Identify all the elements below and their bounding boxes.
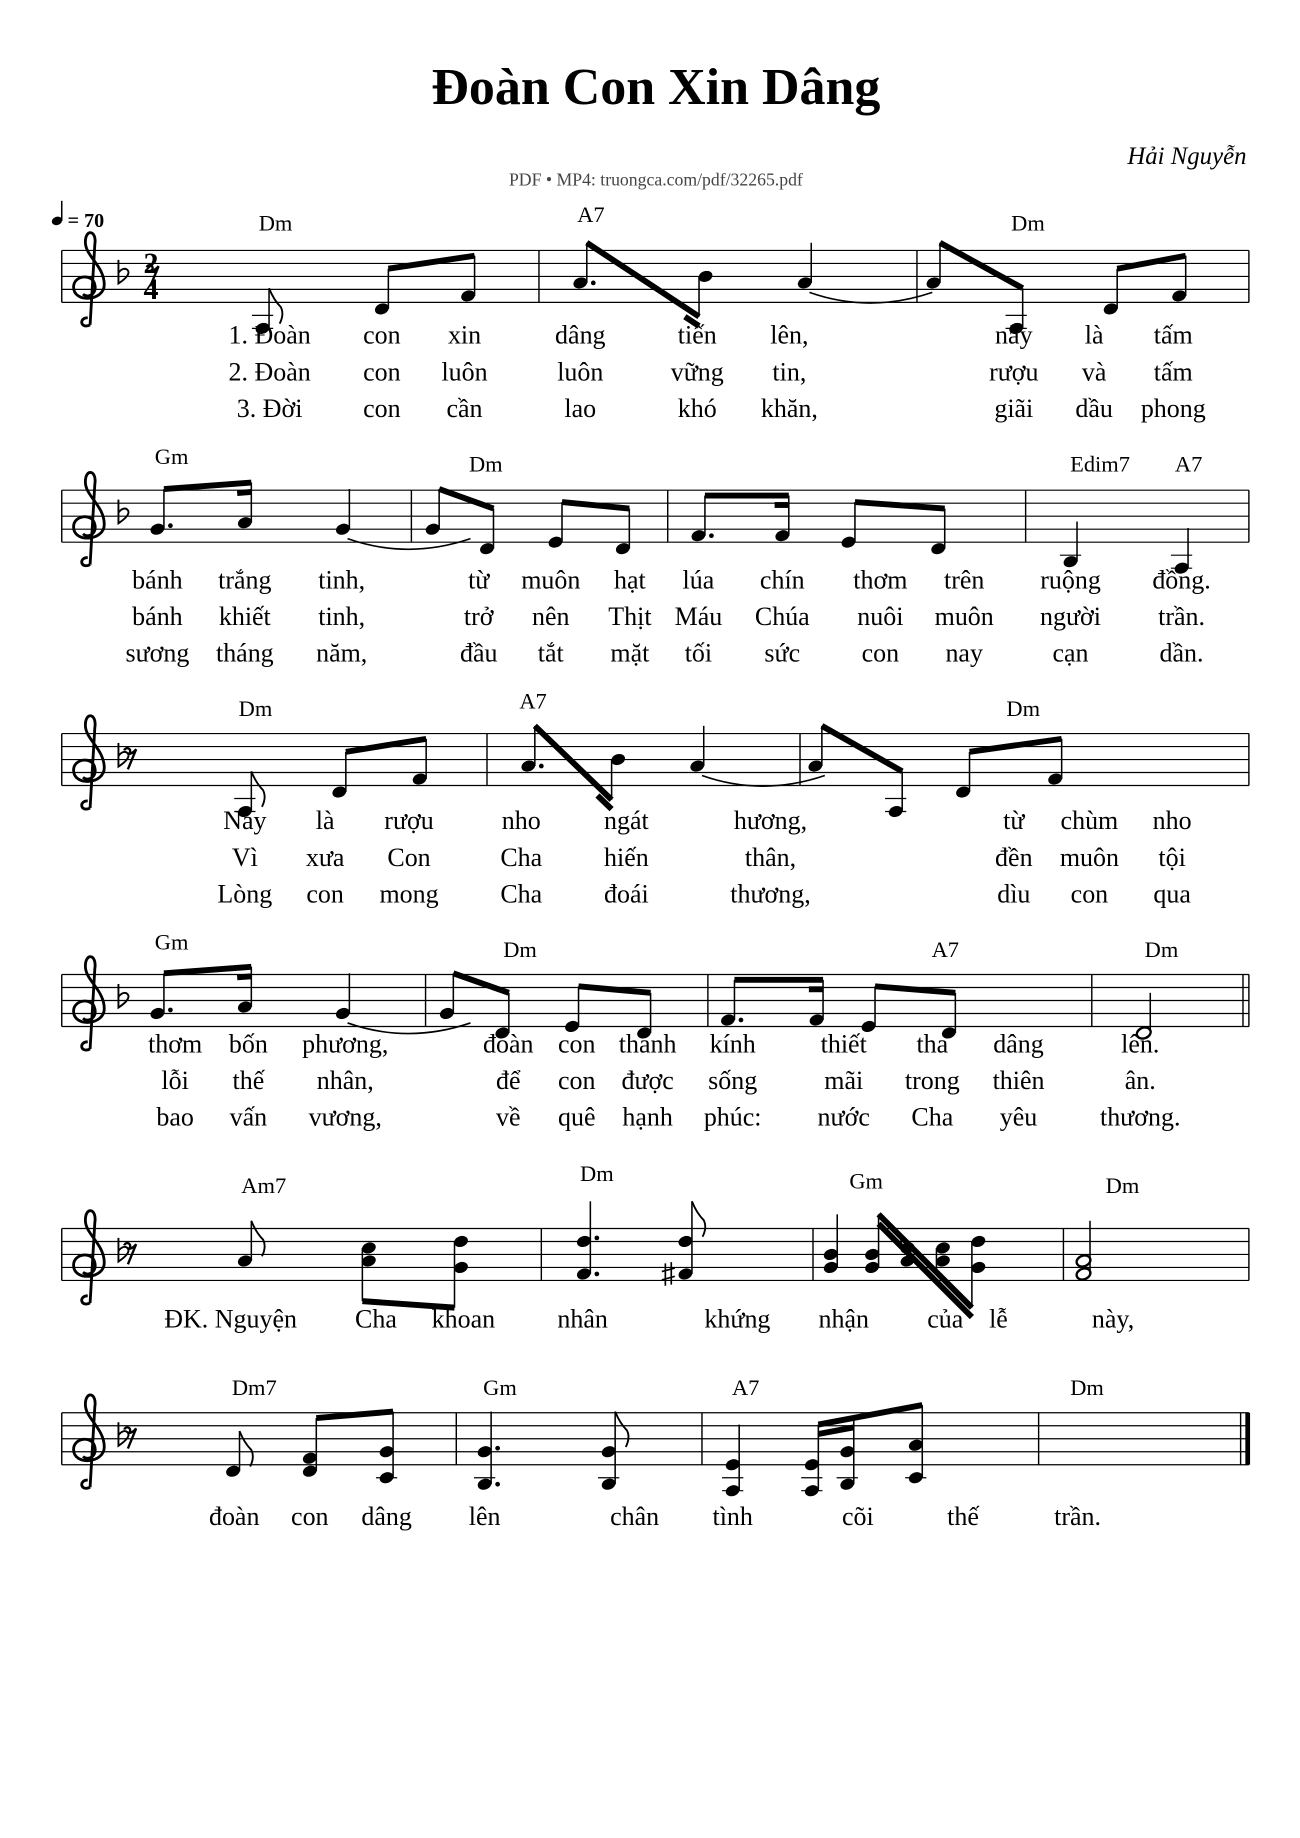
lyric-syllable: nhân, (316, 1066, 374, 1096)
treble-clef-icon (74, 1395, 105, 1488)
lyric-syllable: tinh, (318, 565, 366, 595)
song-title: Đoàn Con Xin Dâng (431, 58, 881, 116)
note-flag (251, 771, 264, 806)
lyric-syllable: phúc: (703, 1102, 762, 1132)
lyric-syllable: dâng (993, 1029, 1044, 1059)
lyric-syllable: qua (1153, 879, 1191, 909)
lyric-syllable: tháng (215, 638, 274, 668)
augmentation-dot (594, 1236, 599, 1241)
chord-symbol: Edim7 (1070, 451, 1130, 477)
lyric-syllable: Cha (500, 842, 543, 872)
lyric-syllable: phong (1140, 393, 1206, 423)
lyric-syllable: nhân (557, 1304, 608, 1334)
lyric-syllable: nên (532, 601, 570, 631)
lyric-syllable: Vì (231, 842, 258, 872)
tie (702, 775, 825, 786)
lyric-syllable: con (861, 638, 900, 668)
beam (879, 1224, 972, 1317)
staff-system (62, 689, 1249, 909)
lyric-syllable: trắng (218, 565, 272, 595)
chord-symbol: Dm (1011, 210, 1045, 236)
staff-system (62, 1161, 1249, 1333)
lyric-syllable: trên (944, 565, 985, 595)
lyric-syllable: kính (709, 1029, 756, 1059)
lyric-syllable: bao (156, 1102, 194, 1132)
lyric-syllable: lễ (989, 1304, 1008, 1334)
chord-symbol: Dm (238, 695, 273, 721)
lyric-syllable: Này (223, 806, 267, 836)
lyric-syllable: từ (468, 565, 490, 595)
beam (164, 483, 251, 489)
lyric-syllable: thơm (148, 1029, 203, 1059)
lyric-syllable: lên, (770, 320, 809, 350)
lyric-syllable: hạnh (622, 1102, 673, 1132)
lyric-syllable: Lòng (217, 879, 273, 909)
lyric-syllable: người (1040, 601, 1102, 631)
lyric-syllable: lên. (1121, 1029, 1160, 1059)
lyric-syllable: phương, (302, 1029, 389, 1059)
beam (822, 726, 902, 771)
lyric-syllable: thương, (730, 879, 811, 909)
chord-symbol: A7 (519, 688, 547, 714)
lyric-syllable: này (995, 320, 1033, 350)
lyric-syllable: con (363, 393, 401, 423)
lyric-syllable: con (306, 879, 344, 909)
lyric-syllable: Máu (674, 601, 723, 631)
lyric-syllable: đoái (604, 879, 649, 909)
augmentation-dot (168, 1008, 173, 1013)
lyric-syllable: hạt (614, 565, 646, 595)
note-flag (692, 1201, 705, 1236)
lyric-syllable: 2. Đoàn (228, 357, 311, 387)
lyric-syllable: sương (125, 638, 190, 668)
chord-symbol: Gm (154, 444, 189, 470)
lyric-syllable: luôn (441, 357, 488, 387)
lyric-syllable: mãi (824, 1066, 864, 1096)
source-link[interactable]: PDF • MP4: truongca.com/pdf/32265.pdf (508, 169, 803, 190)
lyric-syllable: con (363, 320, 401, 350)
lyric-syllable: yêu (999, 1102, 1038, 1132)
lyric-syllable: bốn (228, 1029, 268, 1059)
lyric-syllable: hiến (604, 842, 649, 872)
chord-symbol: A7 (931, 936, 960, 962)
lyric-syllable: vấn (229, 1102, 268, 1132)
lyric-syllable: thơm (853, 565, 908, 595)
lyric-syllable: rượu (989, 357, 1039, 387)
lyric-syllable: tinh, (318, 601, 366, 631)
chord-symbol: Dm (1144, 936, 1179, 962)
beam (346, 739, 426, 752)
chord-symbol: Gm (483, 1375, 517, 1401)
note-flag (240, 1431, 253, 1466)
staff-system (62, 930, 1249, 1132)
chord-symbol: A7 (577, 202, 605, 228)
beam (970, 739, 1062, 752)
chord-symbol: A7 (1174, 451, 1203, 477)
lyric-syllable: thiết (820, 1029, 867, 1059)
lyric-syllable: thương. (1099, 1102, 1181, 1132)
lyric-syllable: muôn (934, 601, 994, 631)
lyric-syllable: xin (447, 320, 482, 350)
augmentation-dot (495, 1446, 500, 1451)
beam (940, 243, 1023, 288)
lyric-syllable: muôn (521, 565, 581, 595)
beam (1117, 256, 1186, 269)
chord-symbol: A7 (731, 1375, 760, 1401)
lyric-syllable: tiến (677, 320, 717, 350)
lyric-syllable: con (558, 1029, 596, 1059)
treble-clef-icon (74, 233, 105, 326)
lyric-syllable: bánh (132, 601, 183, 631)
lyric-syllable: trần. (1054, 1501, 1102, 1531)
note-flag (251, 1221, 264, 1256)
note-flag (269, 288, 282, 323)
lyric-syllable: đền (995, 842, 1033, 872)
lyric-syllable: lúa (682, 565, 715, 595)
beam (388, 256, 474, 269)
lyric-syllable: khó (677, 393, 717, 423)
augmentation-dot (594, 1272, 599, 1277)
lyric-syllable: tha (916, 1029, 949, 1059)
lyric-syllable: nay (945, 638, 983, 668)
time-signature-top: 2 (143, 247, 159, 280)
lyric-syllable: tấm (1153, 320, 1193, 350)
staff-system (62, 1375, 1250, 1531)
lyric-syllable: và (1081, 357, 1107, 387)
lyric-syllable: ruộng (1040, 565, 1101, 595)
lyric-syllable: đoàn (208, 1501, 260, 1531)
chord-symbol: Am7 (241, 1173, 287, 1199)
lyric-syllable: dâng (555, 320, 606, 350)
lyric-syllable: chín (759, 565, 805, 595)
lyric-syllable: đoàn (483, 1029, 534, 1059)
lyric-syllable: xưa (305, 842, 345, 872)
tie (348, 539, 471, 550)
beam (818, 1427, 853, 1434)
lyric-syllable: trong (904, 1066, 960, 1096)
beam (439, 489, 493, 508)
lyric-syllable: nước (817, 1102, 870, 1132)
lyric-syllable: lao (564, 393, 597, 423)
lyric-syllable: tấm (1153, 357, 1193, 387)
lyric-syllable: sống (708, 1066, 758, 1096)
lyric-syllable: chùm (1060, 806, 1119, 836)
lyric-syllable: thiên (992, 1066, 1045, 1096)
beam (535, 726, 612, 800)
chord-symbol: Dm (580, 1161, 614, 1187)
lyric-syllable: quê (558, 1102, 596, 1132)
chord-symbol: Dm (503, 936, 537, 962)
lyric-syllable: ngát (604, 806, 649, 836)
lyric-syllable: hương, (733, 806, 808, 836)
lyric-syllable: sức (764, 638, 801, 668)
lyric-syllable: bánh (132, 565, 183, 595)
lyric-syllable: trần. (1158, 601, 1205, 631)
augmentation-dot (709, 533, 714, 538)
lyric-syllable: từ (1003, 806, 1025, 836)
lyric-syllable: tối (684, 638, 713, 668)
augmentation-dot (168, 523, 173, 528)
beam (237, 492, 251, 493)
lyric-syllable: rượu (384, 806, 434, 836)
lyric-syllable: về (495, 1102, 521, 1132)
lyric-syllable: dìu (997, 879, 1031, 909)
lyric-syllable: dầu (1075, 393, 1113, 423)
lyric-syllable: Cha (355, 1304, 397, 1334)
lyric-syllable: mong (379, 879, 439, 909)
composer: Hải Nguyễn (1127, 143, 1247, 171)
lyric-syllable: là (1084, 320, 1104, 350)
lyric-syllable: đồng. (1152, 565, 1211, 595)
augmentation-dot (739, 1018, 744, 1023)
time-signature-bottom: 4 (143, 273, 159, 306)
beam (453, 973, 509, 992)
lyric-syllable: lên (468, 1501, 501, 1531)
beam (237, 976, 251, 977)
lyric-syllable: ĐK. Nguyện (164, 1304, 298, 1334)
chord-symbol: Dm (258, 210, 293, 236)
lyric-syllable: vững (670, 357, 724, 387)
chord-symbol: Gm (154, 929, 189, 955)
music-notation (62, 202, 1250, 1531)
lyric-syllable: cõi (842, 1501, 874, 1531)
staff-system (62, 202, 1249, 423)
note-flag (615, 1412, 628, 1447)
beam (164, 967, 251, 973)
sharp-icon (662, 1262, 675, 1286)
lyric-syllable: Con (387, 842, 431, 872)
lyric-syllable: Cha (500, 879, 543, 909)
chord-symbol: Dm (1105, 1173, 1140, 1199)
lyric-syllable: tình (712, 1501, 753, 1531)
lyric-syllable: này, (1091, 1304, 1135, 1334)
beam (587, 243, 699, 317)
lyric-syllable: khiết (218, 601, 271, 631)
lyric-syllable: mặt (610, 638, 650, 668)
treble-clef-icon (74, 957, 105, 1050)
lyric-syllable: 1. Đoàn (228, 320, 311, 350)
tie (809, 292, 932, 303)
lyric-syllable: con (291, 1501, 329, 1531)
lyric-syllable: được (621, 1066, 674, 1096)
lyric-syllable: nhận (818, 1304, 869, 1334)
chord-symbol: Dm7 (231, 1375, 277, 1401)
lyric-syllable: muôn (1059, 842, 1119, 872)
lyric-syllable: lỗi (161, 1066, 189, 1096)
chord-symbol: Dm (1070, 1375, 1104, 1401)
lyric-syllable: Cha (911, 1102, 954, 1132)
tempo-value: = 70 (67, 209, 105, 232)
treble-clef-icon (74, 472, 105, 565)
lyric-syllable: cần (446, 393, 483, 423)
treble-clef-icon (74, 716, 105, 809)
lyric-syllable: ân. (1124, 1066, 1156, 1096)
lyric-syllable: thành (618, 1029, 677, 1059)
beam (818, 1405, 922, 1424)
lyric-syllable: tội (1158, 842, 1186, 872)
lyric-syllable: con (363, 357, 401, 387)
lyric-syllable: vương, (308, 1102, 382, 1132)
lyric-syllable: luôn (557, 357, 604, 387)
staff-system (62, 444, 1249, 667)
lyric-syllable: nho (501, 806, 541, 836)
lyric-syllable: dần. (1159, 638, 1204, 668)
lyric-syllable: đầu (459, 638, 498, 668)
augmentation-dot (495, 1482, 500, 1487)
lyric-syllable: chân (610, 1501, 660, 1531)
lyric-syllable: thân, (744, 842, 797, 872)
lyric-syllable: giãi (994, 393, 1034, 423)
lyric-syllable: thế (947, 1501, 979, 1531)
lyric-syllable: Thịt (608, 601, 652, 631)
lyric-syllable: con (1070, 879, 1109, 909)
lyric-syllable: là (315, 806, 335, 836)
augmentation-dot (539, 764, 544, 769)
final-bar-line (1245, 1413, 1250, 1465)
lyric-syllable: khứng (704, 1304, 771, 1334)
lyric-syllable: của (927, 1304, 964, 1334)
augmentation-dot (591, 281, 596, 286)
treble-clef-icon (74, 1211, 105, 1304)
lyric-syllable: nho (1152, 806, 1192, 836)
lyric-syllable: để (495, 1066, 521, 1096)
chord-symbol: Dm (468, 451, 503, 477)
lyric-syllable: tắt (537, 638, 564, 668)
lyric-syllable: khăn, (760, 393, 818, 423)
lyric-syllable: dâng (361, 1501, 412, 1531)
tempo-marking (51, 201, 105, 232)
lyric-syllable: thế (232, 1066, 265, 1096)
chord-symbol: Gm (849, 1168, 883, 1194)
lyric-syllable: Chúa (754, 601, 810, 631)
lyric-syllable: nuôi (857, 601, 904, 631)
lyric-syllable: năm, (316, 638, 368, 668)
lyric-syllable: 3. Đời (236, 393, 303, 423)
lyric-syllable: cạn (1052, 638, 1089, 668)
lyric-syllable: khoan (431, 1304, 496, 1334)
chord-symbol: Dm (1006, 695, 1041, 721)
lyric-syllable: con (558, 1066, 596, 1096)
lyric-syllable: trở (463, 601, 494, 631)
lyric-syllable: tin, (772, 357, 807, 387)
